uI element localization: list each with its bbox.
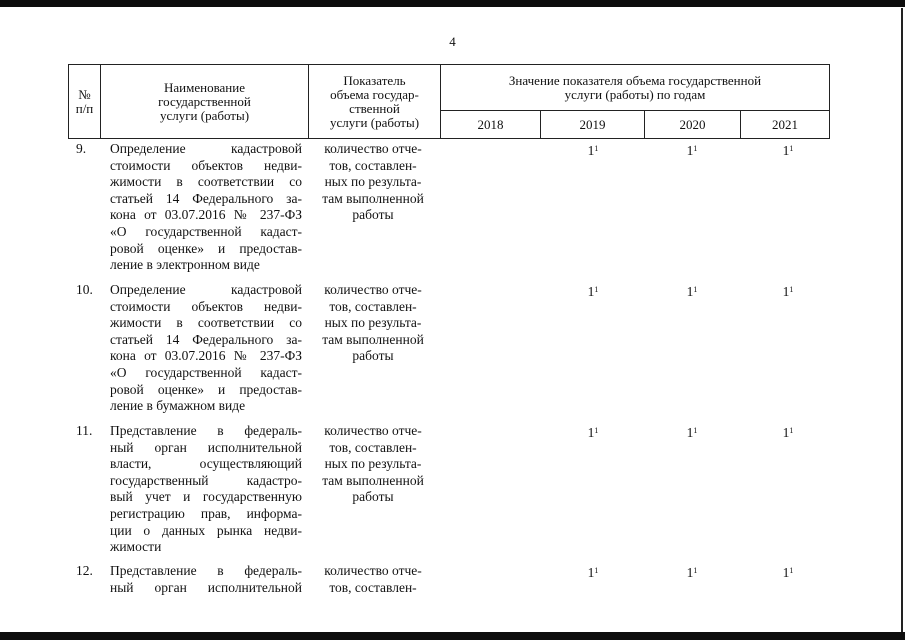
indicator-text — [312, 141, 434, 224]
service-name-line: Определение кадастровой — [110, 141, 302, 156]
indicator-line: там выполненной — [322, 331, 424, 347]
service-name-line: жимости — [110, 539, 162, 555]
service-name-line: ление в электронном виде — [110, 257, 260, 273]
indicator-text — [312, 282, 434, 365]
value-number: 1 — [587, 425, 595, 440]
service-name-line: «О государственной кадаст- — [110, 223, 302, 239]
indicator-line: ных по результа- — [324, 174, 422, 190]
header-values-title-line: Значение показателя объема государственной — [508, 72, 762, 88]
service-name-line: статьей 14 Федерального за- — [110, 331, 302, 347]
footnote-mark: 1 — [594, 426, 599, 435]
footnote-mark: 1 — [693, 285, 698, 294]
footnote-mark: 1 — [789, 426, 794, 435]
value-number: 1 — [782, 565, 790, 580]
value-2021 — [773, 425, 803, 441]
indicator-line: количество отче- — [324, 563, 422, 578]
footnote-mark: 1 — [594, 285, 599, 294]
indicator-line: работы — [352, 348, 394, 364]
service-name-line: вый учет и государственную — [110, 489, 302, 505]
header-indicator-line: объема государ- — [330, 86, 419, 102]
header-name — [101, 65, 308, 138]
footnote-mark: 1 — [693, 426, 698, 435]
service-name-line: Определение кадастровой — [110, 282, 302, 297]
indicator-line: количество отче- — [324, 423, 422, 438]
indicator-line: ных по результа- — [324, 315, 422, 331]
page-number: 4 — [449, 34, 456, 49]
service-name-line: ции о данных рынка недви- — [110, 522, 302, 538]
footnote-mark: 1 — [789, 144, 794, 153]
row-number: 11. — [76, 423, 93, 438]
header-values-title — [441, 65, 829, 110]
row-number: 10. — [76, 282, 93, 297]
indicator-line: ных по результа- — [324, 456, 422, 472]
indicator-line: работы — [352, 207, 394, 223]
service-name — [110, 423, 302, 556]
indicator-text — [312, 423, 434, 506]
service-name-line: Представление в федераль- — [110, 563, 302, 578]
header-num-line: п/п — [75, 100, 94, 116]
value-2021 — [773, 143, 803, 159]
footnote-mark: 1 — [693, 566, 698, 575]
service-name-line: статьей 14 Федерального за- — [110, 190, 302, 206]
header-name-line: услуги (работы) — [159, 107, 250, 123]
header-name-line: Наименование — [164, 79, 245, 95]
footnote-mark: 1 — [594, 144, 599, 153]
value-number: 1 — [782, 425, 790, 440]
service-name — [110, 141, 302, 274]
value-2020 — [677, 425, 707, 441]
indicator-line: тов, составлен- — [329, 439, 417, 455]
indicator-line: тов, составлен- — [329, 298, 417, 314]
service-name-line: ровой оценке» и предостав- — [110, 240, 302, 256]
value-2020 — [677, 143, 707, 159]
indicator-line: количество отче- — [324, 141, 422, 156]
value-2019 — [578, 284, 608, 300]
row-number: 9. — [76, 141, 87, 156]
value-2021 — [773, 565, 803, 581]
value-number: 1 — [686, 425, 694, 440]
value-number: 1 — [686, 143, 694, 158]
header-indicator-line: услуги (работы) — [329, 114, 420, 130]
service-name — [110, 282, 302, 415]
value-2020 — [677, 565, 707, 581]
service-name-line: стоимости объектов недви- — [110, 157, 302, 173]
service-name-line: ление в бумажном виде — [110, 398, 246, 414]
service-name-line: государственный кадастро- — [110, 472, 302, 488]
header-indicator — [309, 65, 440, 138]
indicator-line: тов, составлен- — [329, 157, 417, 173]
service-name-line: ный орган исполнительной — [110, 439, 302, 455]
value-number: 1 — [587, 284, 595, 299]
value-number: 1 — [587, 143, 595, 158]
footnote-mark: 1 — [693, 144, 698, 153]
indicator-line: там выполненной — [322, 190, 424, 206]
indicator-line: тов, составлен- — [329, 579, 417, 595]
service-name-line: регистрацию прав, информа- — [110, 505, 302, 521]
service-name-line: стоимости объектов недви- — [110, 298, 302, 314]
value-number: 1 — [686, 284, 694, 299]
value-number: 1 — [782, 143, 790, 158]
service-name — [110, 563, 302, 596]
value-2019 — [578, 565, 608, 581]
value-2019 — [578, 425, 608, 441]
header-year-2018: 2018 — [477, 116, 504, 132]
service-name-line: жимости в соответствии со — [110, 315, 302, 331]
footnote-mark: 1 — [594, 566, 599, 575]
value-number: 1 — [587, 565, 595, 580]
value-2021 — [773, 284, 803, 300]
value-2020 — [677, 284, 707, 300]
header-name-line: государственной — [158, 93, 251, 109]
header-values-title-line: услуги (работы) по годам — [564, 86, 706, 102]
indicator-text — [312, 563, 434, 596]
value-number: 1 — [686, 565, 694, 580]
header-num — [69, 65, 100, 138]
header-year-2021: 2021 — [772, 116, 798, 132]
indicator-line: количество отче- — [324, 282, 422, 297]
service-name-line: Представление в федераль- — [110, 423, 302, 438]
header-year-2019: 2019 — [579, 116, 606, 132]
header-num-line: № — [78, 86, 91, 102]
service-name-line: ровой оценке» и предостав- — [110, 381, 302, 397]
row-number: 12. — [76, 563, 93, 578]
service-name-line: власти, осуществляющий — [110, 456, 302, 472]
header-indicator-line: Показатель — [343, 72, 406, 88]
indicator-line: работы — [352, 489, 394, 505]
service-name-line: кона от 03.07.2016 № 237-ФЗ — [110, 348, 302, 364]
footnote-mark: 1 — [789, 285, 794, 294]
header-indicator-line: ственной — [349, 100, 400, 116]
value-2019 — [578, 143, 608, 159]
footnote-mark: 1 — [789, 566, 794, 575]
service-name-line: кона от 03.07.2016 № 237-ФЗ — [110, 207, 302, 223]
service-name-line: «О государственной кадаст- — [110, 364, 302, 380]
service-name-line: жимости в соответствии со — [110, 174, 302, 190]
value-number: 1 — [782, 284, 790, 299]
service-name-line: ный орган исполнительной — [110, 579, 302, 595]
indicator-line: там выполненной — [322, 472, 424, 488]
header-year-2020: 2020 — [679, 116, 706, 132]
